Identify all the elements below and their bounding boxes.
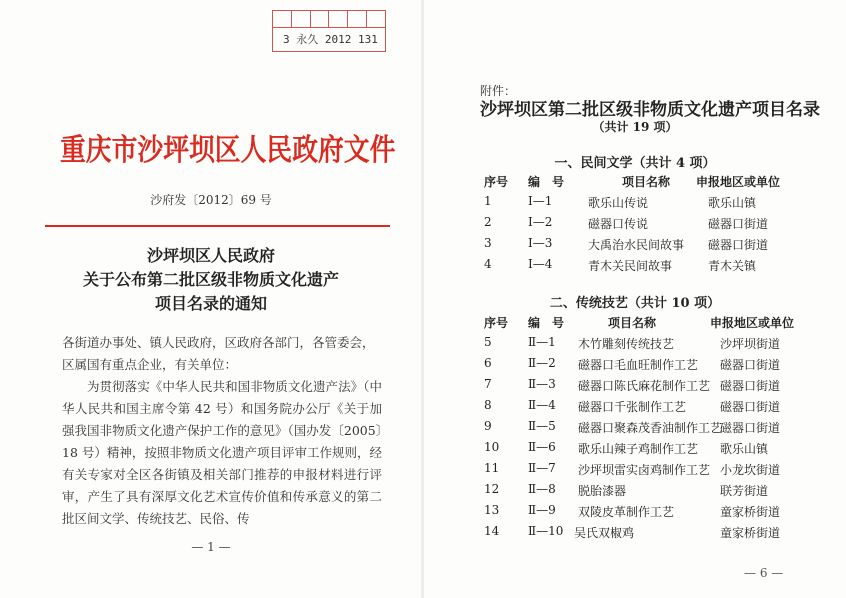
cell-no: 7 (484, 377, 492, 391)
cell-code: Ⅱ—4 (528, 398, 556, 412)
right-page-number: — 6 — (744, 566, 784, 580)
cell-unit: 联芳街道 (720, 484, 769, 498)
cell-code: Ⅱ—9 (528, 503, 556, 517)
table-header (424, 314, 846, 332)
body-paragraph: 为贯彻落实《中华人民共和国非物质文化遗产法》（中华人民共和国主席令第 42 号）和国务院办公厅《关于加强我国非物质文化遗产保护工作的意见》（国办发〔2005〕18 号）精神，按照非物质文化遗产项目评审工作规则，经有关专家对全区各街镇及相关部门推荐的申报材料进行评审，产生了具有深厚文化艺术宣传价值和传承意义的第二批区间文学、传统技艺、民俗、传 (62, 379, 382, 526)
stamp-grid (273, 11, 385, 28)
col-header-code: 编 号 (528, 175, 565, 189)
cell-code: Ⅱ—1 (528, 335, 556, 349)
cell-code: Ⅱ—7 (528, 461, 556, 475)
cell-no: 5 (484, 335, 492, 349)
cell-name: 磁器口毛血旺制作工艺 (578, 358, 699, 372)
cell-code: Ⅰ—2 (528, 215, 553, 229)
table-row (424, 503, 846, 521)
cell-no: 6 (484, 356, 492, 370)
cell-code: Ⅱ—8 (528, 482, 556, 496)
col-header-no: 序号 (484, 175, 509, 189)
cell-name: 沙坪坝雷实卤鸡制作工艺 (578, 463, 711, 477)
table-row (424, 356, 846, 374)
cell-no: 4 (484, 257, 492, 271)
notice-title-line-1: 沙坪坝区人民政府 (146, 246, 275, 265)
col-header-code: 编 号 (528, 316, 565, 330)
cell-no: 14 (484, 524, 500, 538)
cell-unit: 磁器口街道 (708, 217, 769, 231)
cell-name: 磁器口千张制作工艺 (578, 400, 687, 414)
cell-no: 10 (484, 440, 500, 454)
table-row (424, 335, 846, 353)
archive-stamp (272, 10, 386, 52)
col-header-no: 序号 (484, 316, 509, 330)
cell-code: Ⅱ—5 (528, 419, 556, 433)
cell-code: Ⅱ—3 (528, 377, 556, 391)
cell-no: 2 (484, 215, 492, 229)
cell-name: 磁器口传说 (588, 217, 649, 231)
table-row (424, 377, 846, 395)
cell-unit: 磁器口街道 (720, 358, 781, 372)
table-header (424, 173, 846, 191)
cell-no: 1 (484, 194, 492, 208)
cell-no: 11 (484, 461, 500, 475)
cell-name: 脱胎漆器 (578, 484, 627, 498)
cell-unit: 磁器口街道 (720, 379, 781, 393)
cell-unit: 磁器口街道 (720, 421, 781, 435)
cell-name: 磁器口陈氏麻花制作工艺 (578, 379, 711, 393)
cell-name: 歌乐山辣子鸡制作工艺 (578, 442, 699, 456)
table-row (424, 524, 846, 542)
cell-unit: 青木关镇 (708, 259, 757, 273)
table-row (424, 440, 846, 458)
cell-name: 大禹治水民间故事 (588, 238, 685, 252)
table-row (424, 236, 846, 254)
table-row (424, 482, 846, 500)
stamp-text: 3 永久 2012 131 (283, 33, 378, 46)
document-header: 重庆市沙坪坝区人民政府文件 (60, 133, 396, 168)
table-row (424, 419, 846, 437)
cell-no: 9 (484, 419, 492, 433)
table-row (424, 215, 846, 233)
section-heading-folk-literature: 一、民间文学（共计 4 项） (554, 156, 716, 171)
cell-name: 吴氏双椒鸡 (574, 526, 635, 540)
table-row (424, 461, 846, 479)
cell-name: 磁器口聚森茂香油制作工艺 (578, 421, 723, 435)
cell-code: Ⅰ—1 (528, 194, 553, 208)
cell-name: 青木关民间故事 (588, 259, 673, 273)
section-heading-traditional-crafts: 二、传统技艺（共计 10 项） (549, 296, 721, 311)
cell-no: 8 (484, 398, 492, 412)
cell-no: 12 (484, 482, 500, 496)
col-header-unit: 申报地区或单位 (696, 175, 781, 189)
cell-no: 3 (484, 236, 492, 250)
red-divider (45, 225, 390, 227)
right-page (424, 0, 846, 598)
cell-no: 13 (484, 503, 500, 517)
col-header-name: 项目名称 (608, 316, 657, 330)
table-row (424, 194, 846, 212)
table-row (424, 257, 846, 275)
addressee-paragraph: 各街道办事处、镇人民政府，区政府各部门，各管委会，区属国有重点企业，有关单位： (62, 335, 375, 372)
annex-label: 附件： (480, 84, 517, 98)
cell-unit: 磁器口街道 (720, 400, 781, 414)
cell-unit: 歌乐山镇 (708, 196, 757, 210)
list-title: 沙坪坝区第二批区级非物质文化遗产项目名录 (480, 100, 820, 120)
document-number: 沙府发〔2012〕69 号 (150, 193, 272, 207)
cell-code: Ⅱ—2 (528, 356, 556, 370)
cell-unit: 童家桥街道 (720, 526, 781, 540)
cell-unit: 童家桥街道 (720, 505, 781, 519)
list-subtitle: （共计 19 项） (592, 120, 678, 134)
cell-name: 双陵皮革制作工艺 (578, 505, 675, 519)
cell-unit: 磁器口街道 (708, 238, 769, 252)
col-header-unit: 申报地区或单位 (710, 316, 795, 330)
cell-unit: 沙坪坝街道 (720, 337, 781, 351)
cell-unit: 歌乐山镇 (720, 442, 769, 456)
cell-code: Ⅰ—3 (528, 236, 553, 250)
left-page (0, 0, 422, 598)
cell-code: Ⅱ—6 (528, 440, 556, 454)
left-page-number: — 1 — (191, 540, 231, 554)
notice-title-line-2: 关于公布第二批区级非物质文化遗产 (82, 270, 339, 289)
table-row (424, 398, 846, 416)
cell-code: Ⅱ—10 (528, 524, 564, 538)
cell-code: Ⅰ—4 (528, 257, 553, 271)
cell-unit: 小龙坎街道 (720, 463, 781, 477)
cell-name: 木竹雕刻传统技艺 (578, 337, 675, 351)
col-header-name: 项目名称 (622, 175, 671, 189)
cell-name: 歌乐山传说 (588, 196, 649, 210)
notice-title-line-3: 项目名录的通知 (154, 294, 267, 313)
